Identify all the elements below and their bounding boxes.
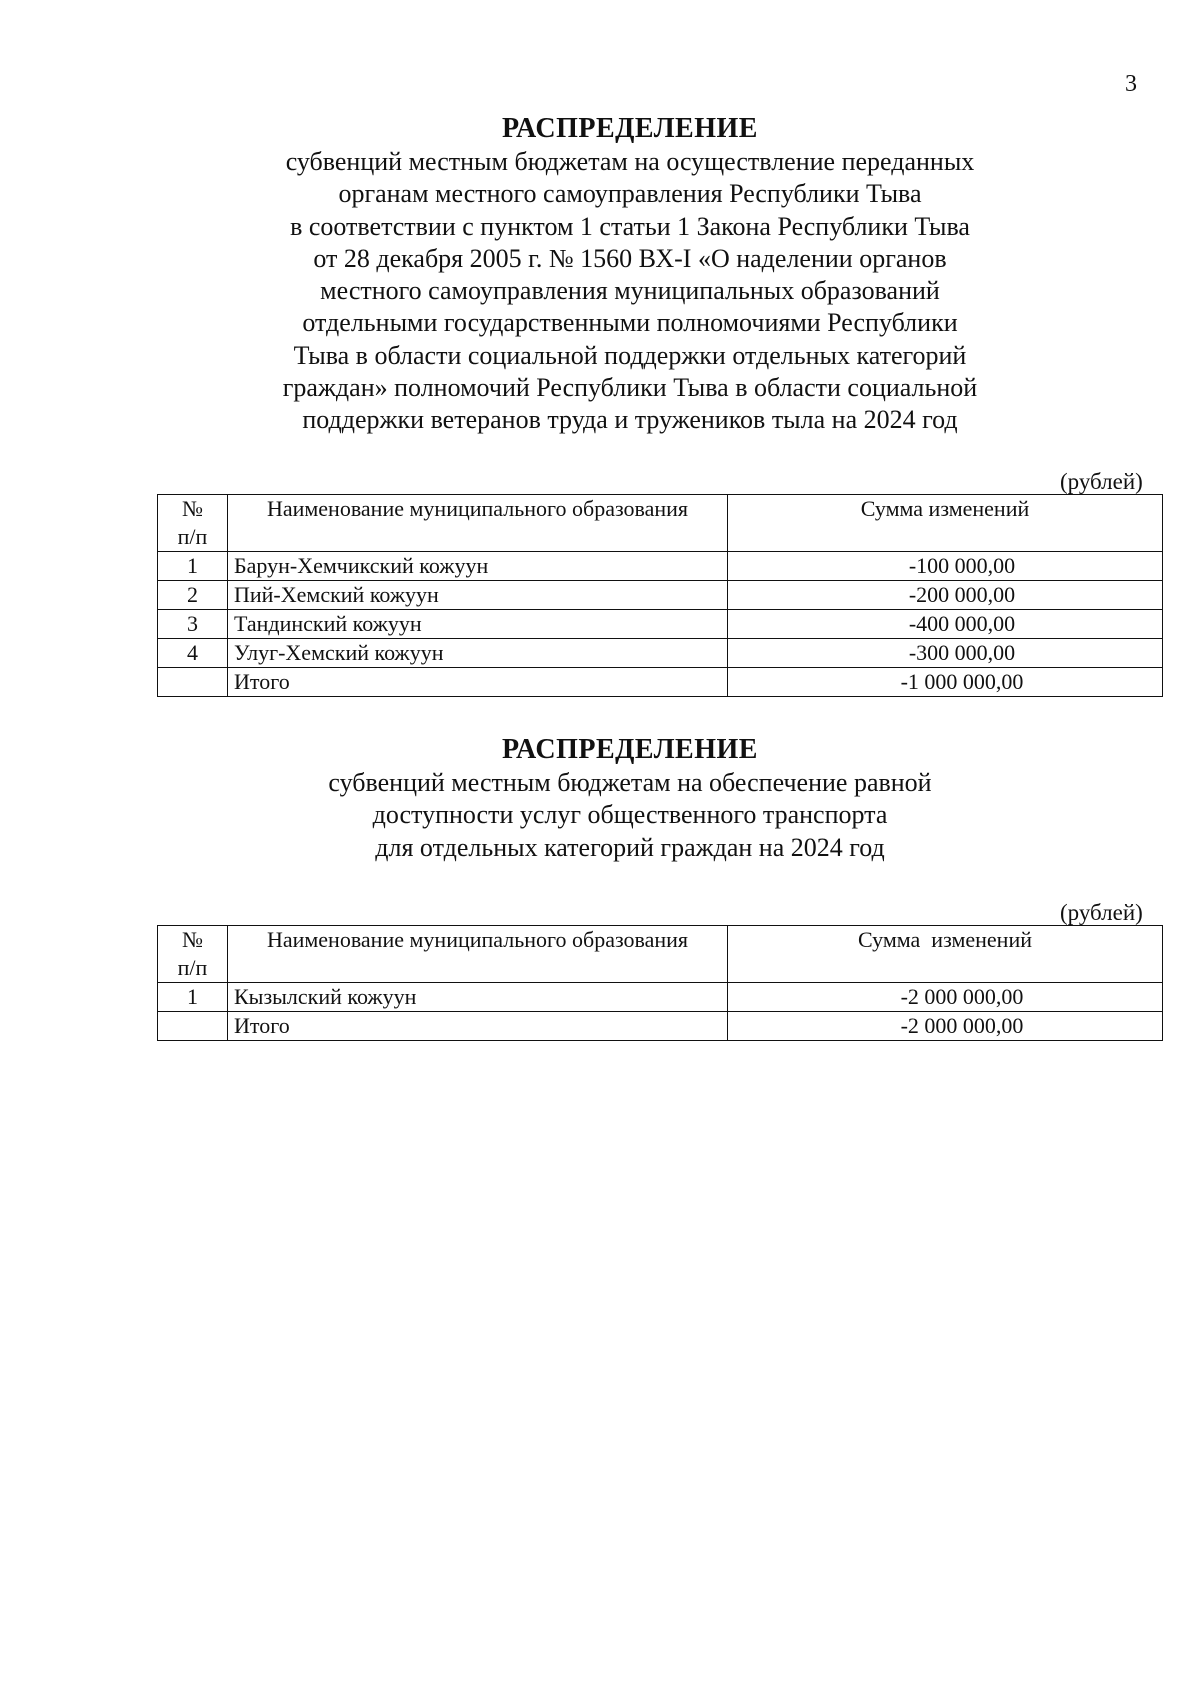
total-sum: -2 000 000,00 [728,1012,1163,1041]
subtitle-line: отдельными государственными полномочиями Республики [302,308,958,338]
section-subtitle [60,146,1200,437]
table-row [158,581,1163,610]
transport-distribution-table [157,925,1163,1041]
subtitle-line: органам местного самоуправления Республики Тыва [338,179,922,209]
total-sum: -1 000 000,00 [728,668,1163,697]
row-number: 1 [158,552,228,581]
row-number: 4 [158,639,228,668]
row-municipality: Пий-Хемский кожуун [228,581,728,610]
row-number: 1 [158,983,228,1012]
subtitle-line: поддержки ветеранов труда и тружеников тыла на 2024 год [302,405,958,435]
table-row [158,639,1163,668]
header-number-symbol: № [182,927,203,952]
section-title: РАСПРЕДЕЛЕНИЕ [502,734,758,765]
page-number: 3 [1125,71,1137,97]
subtitle-line: в соответствии с пунктом 1 статьи 1 Закона Республики Тыва [290,211,970,241]
units-label: (рублей) [1060,469,1143,494]
header-number [158,926,228,983]
total-number [158,668,228,697]
row-municipality: Улуг-Хемский кожуун [228,639,728,668]
total-label: Итого [228,1012,728,1041]
row-sum: -400 000,00 [728,610,1163,639]
units-label: (рублей) [1060,900,1143,925]
header-number-abbrev: п/п [177,955,208,980]
header-sum: Сумма изменений [728,495,1163,552]
row-sum: -100 000,00 [728,552,1163,581]
row-number: 3 [158,610,228,639]
table-header-row [158,495,1163,552]
total-label: Итого [228,668,728,697]
table-header-row [158,926,1163,983]
subtitle-line: субвенций местным бюджетам на осуществление переданных [285,147,975,176]
total-number [158,1012,228,1041]
header-number-abbrev: п/п [177,524,208,549]
subtitle-line: субвенций местным бюджетам на обеспечение равной [328,768,932,797]
row-municipality: Кызылский кожуун [228,983,728,1012]
row-sum: -200 000,00 [728,581,1163,610]
row-municipality: Тандинский кожуун [228,610,728,639]
table-total-row [158,668,1163,697]
veterans-distribution-table [157,494,1163,697]
table-row [158,983,1163,1012]
subtitle-line: граждан» полномочий Республики Тыва в области социальной [282,373,978,403]
table-row [158,610,1163,639]
subtitle-line: Тыва в области социальной поддержки отдельных категорий [293,340,967,370]
section-transport-subventions [0,733,1200,864]
header-municipality: Наименование муниципального образования [228,495,728,552]
row-number: 2 [158,581,228,610]
subtitle-line: местного самоуправления муниципальных образований [320,276,940,306]
header-municipality: Наименование муниципального образования [228,926,728,983]
header-sum: Сумма изменений [728,926,1163,983]
header-number [158,495,228,552]
table-row [158,552,1163,581]
row-sum: -2 000 000,00 [728,983,1163,1012]
subtitle-line: для отдельных категорий граждан на 2024 год [375,832,885,862]
header-number-symbol: № [182,496,203,521]
table-total-row [158,1012,1163,1041]
subtitle-line: от 28 декабря 2005 г. № 1560 ВХ-I «О наделении органов [313,243,947,273]
row-sum: -300 000,00 [728,639,1163,668]
subtitle-line: доступности услуг общественного транспорта [372,800,888,830]
section-veterans-subventions [0,112,1200,437]
section-subtitle [60,767,1200,864]
row-municipality: Барун-Хемчикский кожуун [228,552,728,581]
section-title: РАСПРЕДЕЛЕНИЕ [502,113,758,144]
